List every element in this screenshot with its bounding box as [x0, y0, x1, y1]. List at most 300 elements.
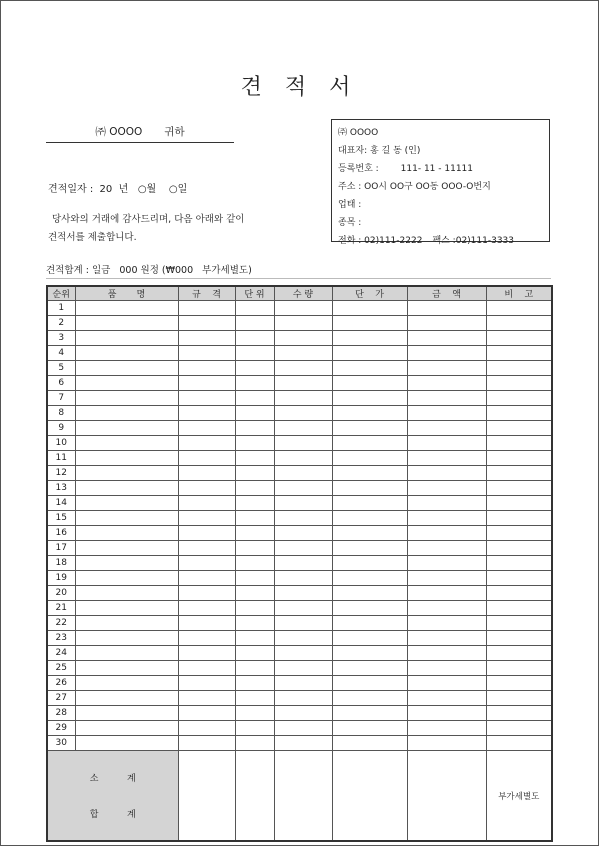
- unit-price-cell[interactable]: [332, 691, 407, 706]
- item-name-cell[interactable]: [75, 346, 178, 361]
- quantity-cell[interactable]: [274, 571, 332, 586]
- remarks-cell[interactable]: [486, 376, 552, 391]
- unit-cell[interactable]: [235, 451, 274, 466]
- unit-cell[interactable]: [235, 391, 274, 406]
- unit-price-cell[interactable]: [332, 331, 407, 346]
- table-row: [47, 466, 552, 481]
- remarks-cell[interactable]: [486, 676, 552, 691]
- unit-cell[interactable]: [235, 526, 274, 541]
- amount-cell[interactable]: [407, 511, 486, 526]
- amount-cell[interactable]: [407, 676, 486, 691]
- spec-cell[interactable]: [178, 436, 235, 451]
- spec-cell[interactable]: [178, 316, 235, 331]
- unit-cell[interactable]: [235, 631, 274, 646]
- spec-cell[interactable]: [178, 646, 235, 661]
- amount-cell[interactable]: [407, 721, 486, 736]
- table-row: [47, 736, 552, 751]
- spec-cell[interactable]: [178, 301, 235, 316]
- summary-amount-cell[interactable]: [407, 751, 486, 842]
- row-number: 20: [47, 586, 75, 601]
- quantity-cell[interactable]: [274, 721, 332, 736]
- greeting-line-2: 견적서를 제출합니다.: [48, 232, 137, 243]
- quantity-cell[interactable]: [274, 736, 332, 751]
- supplier-representative: 대표자: 홍 길 동 (인): [338, 146, 421, 156]
- unit-cell[interactable]: [235, 496, 274, 511]
- remarks-cell[interactable]: [486, 421, 552, 436]
- unit-price-cell[interactable]: [332, 346, 407, 361]
- quantity-cell[interactable]: [274, 391, 332, 406]
- item-name-cell[interactable]: [75, 526, 178, 541]
- unit-price-cell[interactable]: [332, 541, 407, 556]
- item-name-cell[interactable]: [75, 691, 178, 706]
- unit-price-cell[interactable]: [332, 661, 407, 676]
- amount-cell[interactable]: [407, 586, 486, 601]
- quantity-cell[interactable]: [274, 661, 332, 676]
- item-name-cell[interactable]: [75, 391, 178, 406]
- quote-date: 견적일자 : 20 년 ○월 ○일: [48, 184, 188, 195]
- header-col-quantity: 수 량: [274, 286, 332, 301]
- unit-cell[interactable]: [235, 676, 274, 691]
- unit-price-cell[interactable]: [332, 616, 407, 631]
- quantity-cell[interactable]: [274, 316, 332, 331]
- amount-cell[interactable]: [407, 691, 486, 706]
- supplier-reg-number: 111- 11 - 11111: [400, 164, 474, 174]
- quantity-cell[interactable]: [274, 631, 332, 646]
- table-row: [47, 526, 552, 541]
- row-number: 14: [47, 496, 75, 511]
- unit-cell[interactable]: [235, 436, 274, 451]
- unit-cell[interactable]: [235, 331, 274, 346]
- unit-cell[interactable]: [235, 616, 274, 631]
- remarks-cell[interactable]: [486, 511, 552, 526]
- quantity-cell[interactable]: [274, 481, 332, 496]
- remarks-cell[interactable]: [486, 436, 552, 451]
- table-row: [47, 301, 552, 316]
- supplier-business-item: 종목 :: [338, 218, 362, 228]
- item-name-cell[interactable]: [75, 541, 178, 556]
- quantity-cell[interactable]: [274, 331, 332, 346]
- spec-cell[interactable]: [178, 376, 235, 391]
- supplier-registration: [338, 160, 543, 178]
- amount-cell[interactable]: [407, 361, 486, 376]
- amount-cell[interactable]: [407, 376, 486, 391]
- spec-cell[interactable]: [178, 586, 235, 601]
- summary-qty-cell[interactable]: [274, 751, 332, 842]
- table-row: [47, 601, 552, 616]
- table-row: [47, 406, 552, 421]
- remarks-cell[interactable]: [486, 541, 552, 556]
- table-row: [47, 586, 552, 601]
- unit-cell[interactable]: [235, 586, 274, 601]
- spec-cell[interactable]: [178, 331, 235, 346]
- amount-cell[interactable]: [407, 496, 486, 511]
- quantity-cell[interactable]: [274, 646, 332, 661]
- remarks-cell[interactable]: [486, 556, 552, 571]
- spec-cell[interactable]: [178, 451, 235, 466]
- quantity-cell[interactable]: [274, 601, 332, 616]
- quantity-cell[interactable]: [274, 466, 332, 481]
- row-number: 5: [47, 361, 75, 376]
- table-row: [47, 436, 552, 451]
- unit-price-cell[interactable]: [332, 676, 407, 691]
- summary-price-cell[interactable]: [332, 751, 407, 842]
- remarks-cell[interactable]: [486, 586, 552, 601]
- summary-labels-cell: [47, 751, 178, 842]
- remarks-cell[interactable]: [486, 601, 552, 616]
- item-name-cell[interactable]: [75, 376, 178, 391]
- item-name-cell[interactable]: [75, 451, 178, 466]
- unit-price-cell[interactable]: [332, 301, 407, 316]
- spec-cell[interactable]: [178, 421, 235, 436]
- quote-items-table: [46, 285, 553, 842]
- quantity-cell[interactable]: [274, 676, 332, 691]
- amount-cell[interactable]: [407, 331, 486, 346]
- row-number: 21: [47, 601, 75, 616]
- spec-cell[interactable]: [178, 571, 235, 586]
- spec-cell[interactable]: [178, 496, 235, 511]
- unit-price-cell[interactable]: [332, 526, 407, 541]
- amount-cell[interactable]: [407, 601, 486, 616]
- row-number: 19: [47, 571, 75, 586]
- recipient-line: [46, 124, 234, 143]
- amount-cell[interactable]: [407, 571, 486, 586]
- row-number: 8: [47, 406, 75, 421]
- quantity-cell[interactable]: [274, 511, 332, 526]
- quantity-cell[interactable]: [274, 451, 332, 466]
- spec-cell[interactable]: [178, 526, 235, 541]
- unit-cell[interactable]: [235, 301, 274, 316]
- remarks-cell[interactable]: [486, 481, 552, 496]
- unit-cell[interactable]: [235, 706, 274, 721]
- unit-price-cell[interactable]: [332, 721, 407, 736]
- unit-cell[interactable]: [235, 571, 274, 586]
- unit-cell[interactable]: [235, 646, 274, 661]
- item-name-cell[interactable]: [75, 736, 178, 751]
- quantity-cell[interactable]: [274, 691, 332, 706]
- quantity-cell[interactable]: [274, 346, 332, 361]
- quantity-cell[interactable]: [274, 556, 332, 571]
- remarks-cell[interactable]: [486, 526, 552, 541]
- spec-cell[interactable]: [178, 736, 235, 751]
- amount-cell[interactable]: [407, 661, 486, 676]
- unit-cell[interactable]: [235, 721, 274, 736]
- row-number: 2: [47, 316, 75, 331]
- item-name-cell[interactable]: [75, 721, 178, 736]
- unit-price-cell[interactable]: [332, 646, 407, 661]
- amount-cell[interactable]: [407, 541, 486, 556]
- item-name-cell[interactable]: [75, 436, 178, 451]
- quantity-cell[interactable]: [274, 406, 332, 421]
- unit-cell[interactable]: [235, 601, 274, 616]
- row-number: 29: [47, 721, 75, 736]
- table-row: [47, 556, 552, 571]
- supplier-reg-label: 등록번호 :: [338, 164, 379, 174]
- row-number: 28: [47, 706, 75, 721]
- item-name-cell[interactable]: [75, 361, 178, 376]
- quantity-cell[interactable]: [274, 526, 332, 541]
- table-row: [47, 646, 552, 661]
- quantity-cell[interactable]: [274, 361, 332, 376]
- remarks-cell[interactable]: [486, 466, 552, 481]
- amount-cell[interactable]: [407, 616, 486, 631]
- spec-cell[interactable]: [178, 631, 235, 646]
- spec-cell[interactable]: [178, 391, 235, 406]
- table-row: [47, 391, 552, 406]
- subtotal-label: 소 계: [89, 774, 136, 784]
- item-name-cell[interactable]: [75, 301, 178, 316]
- row-number: 25: [47, 661, 75, 676]
- unit-price-cell[interactable]: [332, 316, 407, 331]
- row-number: 26: [47, 676, 75, 691]
- unit-price-cell[interactable]: [332, 736, 407, 751]
- table-row: [47, 706, 552, 721]
- item-name-cell[interactable]: [75, 616, 178, 631]
- table-row: [47, 691, 552, 706]
- spec-cell[interactable]: [178, 511, 235, 526]
- header-col-rank: 순위: [47, 286, 75, 301]
- amount-cell[interactable]: [407, 346, 486, 361]
- header-col-remarks: 비 고: [486, 286, 552, 301]
- unit-cell[interactable]: [235, 481, 274, 496]
- item-name-cell[interactable]: [75, 556, 178, 571]
- spec-cell[interactable]: [178, 676, 235, 691]
- unit-price-cell[interactable]: [332, 361, 407, 376]
- remarks-cell[interactable]: [486, 391, 552, 406]
- row-number: 1: [47, 301, 75, 316]
- item-name-cell[interactable]: [75, 706, 178, 721]
- row-number: 11: [47, 451, 75, 466]
- row-number: 12: [47, 466, 75, 481]
- remarks-cell[interactable]: [486, 496, 552, 511]
- item-name-cell[interactable]: [75, 601, 178, 616]
- supplier-fax: 팩스 :02)111-3333: [432, 236, 515, 246]
- amount-cell[interactable]: [407, 646, 486, 661]
- header-col-unit: 단 위: [235, 286, 274, 301]
- quantity-cell[interactable]: [274, 376, 332, 391]
- remarks-cell[interactable]: [486, 646, 552, 661]
- remarks-cell[interactable]: [486, 631, 552, 646]
- item-name-cell[interactable]: [75, 466, 178, 481]
- remarks-cell[interactable]: [486, 316, 552, 331]
- supplier-phone: 전화 : 02)111-2222: [338, 236, 423, 246]
- row-number: 27: [47, 691, 75, 706]
- unit-price-cell[interactable]: [332, 496, 407, 511]
- quantity-cell[interactable]: [274, 496, 332, 511]
- amount-cell[interactable]: [407, 406, 486, 421]
- remarks-cell[interactable]: [486, 361, 552, 376]
- item-name-cell[interactable]: [75, 496, 178, 511]
- row-number: 15: [47, 511, 75, 526]
- item-name-cell[interactable]: [75, 646, 178, 661]
- unit-cell[interactable]: [235, 346, 274, 361]
- table-row: [47, 571, 552, 586]
- remarks-cell[interactable]: [486, 706, 552, 721]
- unit-price-cell[interactable]: [332, 391, 407, 406]
- unit-cell[interactable]: [235, 661, 274, 676]
- unit-price-cell[interactable]: [332, 556, 407, 571]
- row-number: 13: [47, 481, 75, 496]
- unit-cell[interactable]: [235, 511, 274, 526]
- unit-cell[interactable]: [235, 736, 274, 751]
- table-row: [47, 511, 552, 526]
- unit-cell[interactable]: [235, 541, 274, 556]
- table-header-row: [47, 286, 552, 301]
- quantity-cell[interactable]: [274, 616, 332, 631]
- summary-spec-cell[interactable]: [178, 751, 235, 842]
- item-name-cell[interactable]: [75, 406, 178, 421]
- supplier-business-type: 업태 :: [338, 200, 362, 210]
- remarks-cell[interactable]: [486, 301, 552, 316]
- amount-cell[interactable]: [407, 466, 486, 481]
- item-name-cell[interactable]: [75, 631, 178, 646]
- item-name-cell[interactable]: [75, 661, 178, 676]
- amount-cell[interactable]: [407, 316, 486, 331]
- remarks-cell[interactable]: [486, 736, 552, 751]
- unit-price-cell[interactable]: [332, 421, 407, 436]
- unit-price-cell[interactable]: [332, 376, 407, 391]
- unit-price-cell[interactable]: [332, 601, 407, 616]
- table-row: [47, 331, 552, 346]
- spec-cell[interactable]: [178, 616, 235, 631]
- table-row: [47, 451, 552, 466]
- amount-cell[interactable]: [407, 451, 486, 466]
- row-number: 9: [47, 421, 75, 436]
- quantity-cell[interactable]: [274, 586, 332, 601]
- spec-cell[interactable]: [178, 466, 235, 481]
- row-number: 30: [47, 736, 75, 751]
- quantity-cell[interactable]: [274, 301, 332, 316]
- unit-cell[interactable]: [235, 691, 274, 706]
- table-row: [47, 661, 552, 676]
- item-name-cell[interactable]: [75, 676, 178, 691]
- row-number: 16: [47, 526, 75, 541]
- spec-cell[interactable]: [178, 556, 235, 571]
- unit-price-cell[interactable]: [332, 466, 407, 481]
- row-number: 3: [47, 331, 75, 346]
- unit-cell[interactable]: [235, 406, 274, 421]
- table-row: [47, 616, 552, 631]
- row-number: 17: [47, 541, 75, 556]
- quantity-cell[interactable]: [274, 706, 332, 721]
- supplier-company: ㈜ OOOO: [338, 128, 379, 138]
- table-row: [47, 676, 552, 691]
- table-row: [47, 496, 552, 511]
- unit-cell[interactable]: [235, 556, 274, 571]
- spec-cell[interactable]: [178, 721, 235, 736]
- remarks-cell[interactable]: [486, 406, 552, 421]
- row-number: 6: [47, 376, 75, 391]
- spec-cell[interactable]: [178, 601, 235, 616]
- item-name-cell[interactable]: [75, 571, 178, 586]
- item-name-cell[interactable]: [75, 316, 178, 331]
- remarks-cell[interactable]: [486, 721, 552, 736]
- unit-price-cell[interactable]: [332, 706, 407, 721]
- item-name-cell[interactable]: [75, 421, 178, 436]
- amount-cell[interactable]: [407, 436, 486, 451]
- item-name-cell[interactable]: [75, 511, 178, 526]
- remarks-cell[interactable]: [486, 616, 552, 631]
- unit-cell[interactable]: [235, 376, 274, 391]
- unit-price-cell[interactable]: [332, 631, 407, 646]
- remarks-cell[interactable]: [486, 691, 552, 706]
- amount-cell[interactable]: [407, 526, 486, 541]
- summary-note-cell: 부가세별도: [486, 751, 552, 842]
- spec-cell[interactable]: [178, 541, 235, 556]
- amount-cell[interactable]: [407, 631, 486, 646]
- recipient-name: ㈜ OOOO: [95, 126, 143, 138]
- remarks-cell[interactable]: [486, 661, 552, 676]
- unit-price-cell[interactable]: [332, 586, 407, 601]
- greeting-text: [48, 211, 244, 247]
- table-row: [47, 631, 552, 646]
- amount-cell[interactable]: [407, 421, 486, 436]
- spec-cell[interactable]: [178, 661, 235, 676]
- item-name-cell[interactable]: [75, 586, 178, 601]
- remarks-cell[interactable]: [486, 451, 552, 466]
- spec-cell[interactable]: [178, 361, 235, 376]
- header-col-amount: 금 액: [407, 286, 486, 301]
- row-number: 24: [47, 646, 75, 661]
- item-name-cell[interactable]: [75, 481, 178, 496]
- spec-cell[interactable]: [178, 346, 235, 361]
- spec-cell[interactable]: [178, 481, 235, 496]
- amount-cell[interactable]: [407, 736, 486, 751]
- row-number: 23: [47, 631, 75, 646]
- unit-price-cell[interactable]: [332, 511, 407, 526]
- row-number: 22: [47, 616, 75, 631]
- unit-price-cell[interactable]: [332, 481, 407, 496]
- spec-cell[interactable]: [178, 406, 235, 421]
- quantity-cell[interactable]: [274, 421, 332, 436]
- supplier-contact: [338, 232, 543, 250]
- document-title: 견 적 서: [240, 75, 359, 100]
- unit-cell[interactable]: [235, 361, 274, 376]
- unit-price-cell[interactable]: [332, 406, 407, 421]
- unit-cell[interactable]: [235, 316, 274, 331]
- amount-cell[interactable]: [407, 391, 486, 406]
- table-row: [47, 481, 552, 496]
- table-row: [47, 361, 552, 376]
- remarks-cell[interactable]: [486, 571, 552, 586]
- unit-price-cell[interactable]: [332, 571, 407, 586]
- unit-price-cell[interactable]: [332, 451, 407, 466]
- table-row: [47, 721, 552, 736]
- unit-price-cell[interactable]: [332, 436, 407, 451]
- table-row: [47, 376, 552, 391]
- table-row: [47, 346, 552, 361]
- remarks-cell[interactable]: [486, 331, 552, 346]
- table-row: [47, 316, 552, 331]
- item-name-cell[interactable]: [75, 331, 178, 346]
- spec-cell[interactable]: [178, 706, 235, 721]
- remarks-cell[interactable]: [486, 346, 552, 361]
- row-number: 10: [47, 436, 75, 451]
- summary-unit-cell[interactable]: [235, 751, 274, 842]
- table-row: [47, 421, 552, 436]
- amount-cell[interactable]: [407, 706, 486, 721]
- amount-cell[interactable]: [407, 556, 486, 571]
- unit-cell[interactable]: [235, 421, 274, 436]
- row-number: 4: [47, 346, 75, 361]
- supplier-info-box: [331, 119, 550, 246]
- grandtotal-label: 합 계: [89, 810, 136, 820]
- quantity-cell[interactable]: [274, 436, 332, 451]
- unit-cell[interactable]: [235, 466, 274, 481]
- spec-cell[interactable]: [178, 691, 235, 706]
- amount-cell[interactable]: [407, 301, 486, 316]
- quantity-cell[interactable]: [274, 541, 332, 556]
- amount-cell[interactable]: [407, 481, 486, 496]
